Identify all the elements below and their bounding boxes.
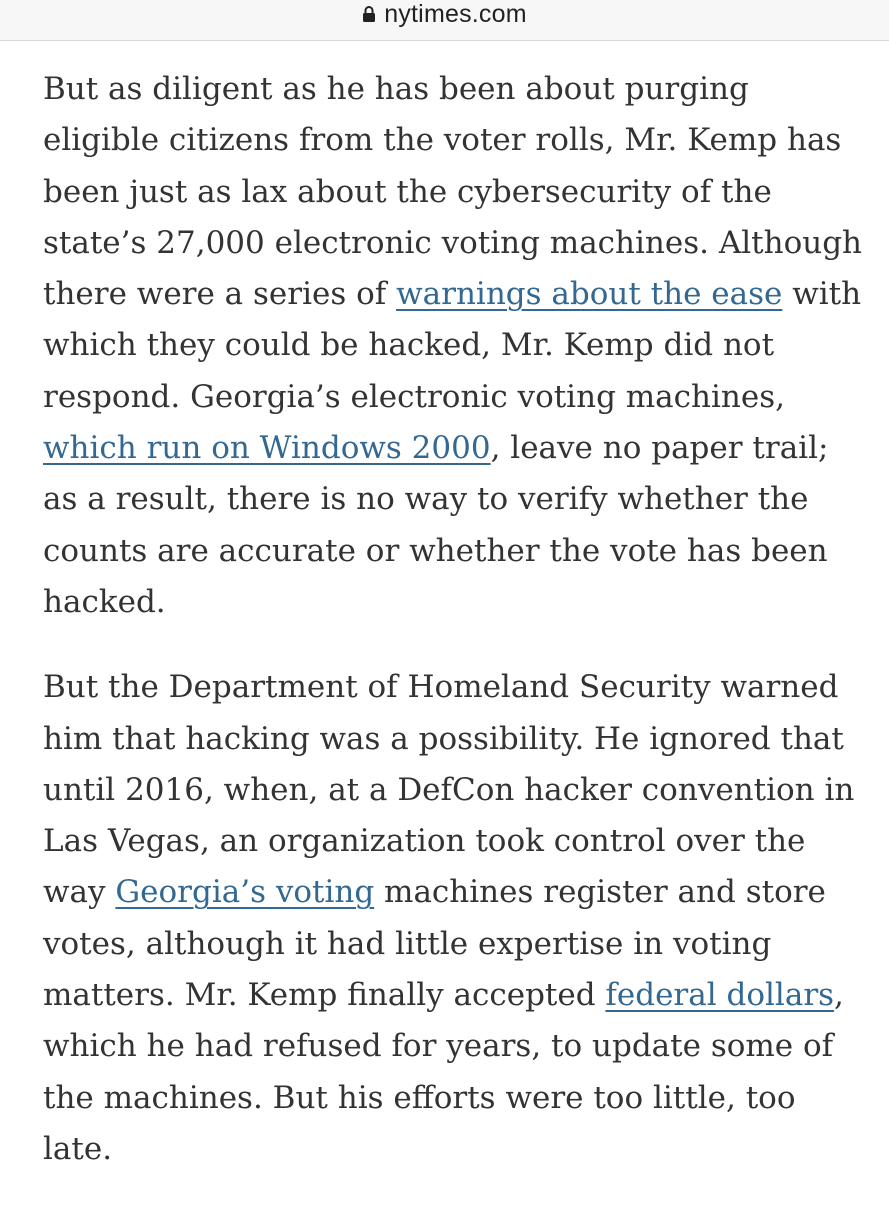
link-windows-2000[interactable]: which run on Windows 2000 xyxy=(43,430,491,467)
lock-icon xyxy=(362,5,376,23)
url-text: nytimes.com xyxy=(384,0,527,28)
paragraph-text: machines register and store votes, although it had little expertise in voting matters. Mr. Kemp finally accepted xyxy=(43,874,826,1014)
link-federal-dollars[interactable]: federal dollars xyxy=(605,977,835,1014)
link-georgias-voting[interactable]: Georgia’s voting xyxy=(115,874,375,911)
paragraph-text: But the Department of Homeland Security warned him that hacking was a possibility. He ignored that until 2016, when, at a DefCon hacker convention in Las Vegas, an organization took control over the way xyxy=(43,669,855,911)
browser-url-bar[interactable] xyxy=(0,0,889,41)
article-paragraph-1 xyxy=(43,64,863,628)
paragraph-text: , which he had refused for years, to update some of the machines. But his efforts were too little, too late. xyxy=(43,977,844,1167)
url-display[interactable] xyxy=(362,0,527,29)
paragraph-text: with which they could be hacked, Mr. Kemp did not respond. Georgia’s electronic voting machines, xyxy=(43,276,862,415)
article-paragraph-2 xyxy=(43,662,863,1175)
paragraph-text: But as diligent as he has been about purging eligible citizens from the voter rolls, Mr. Kemp has been just as lax about the cybersecurity of the state’s 27,000 electronic voting machines. Although there were a series of xyxy=(43,71,863,313)
link-warnings-about-the-ease[interactable]: warnings about the ease xyxy=(396,276,783,313)
paragraph-text: , leave no paper trail; as a result, there is no way to verify whether the counts are accurate or whether the vote has been hacked. xyxy=(43,430,829,620)
article-body xyxy=(43,64,863,1209)
